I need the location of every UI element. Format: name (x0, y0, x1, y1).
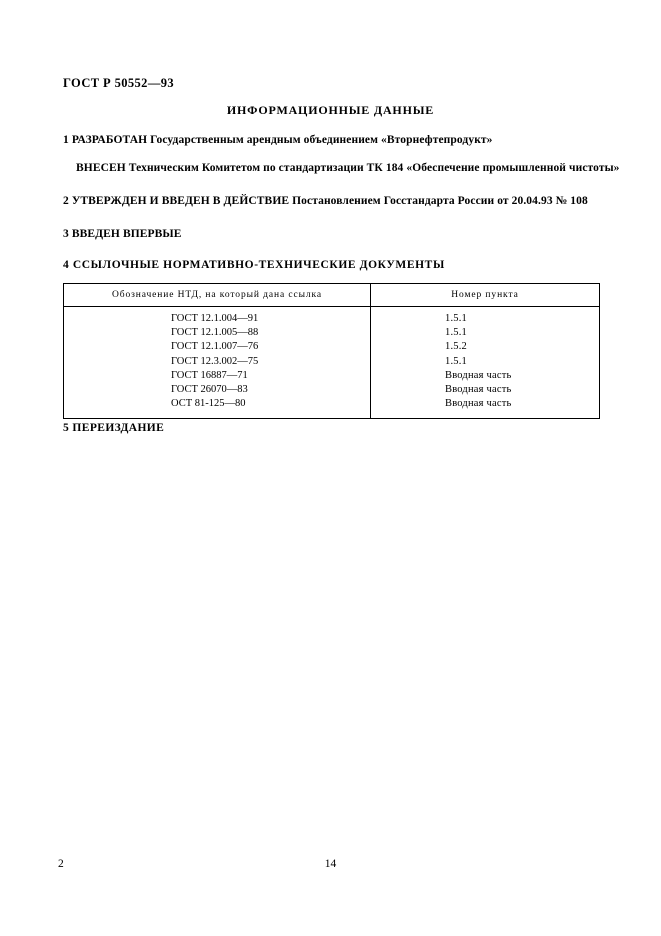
page-title: ИНФОРМАЦИОННЫЕ ДАННЫЕ (226, 103, 435, 117)
designation-value: ГОСТ 12.1.004—91 (171, 313, 259, 324)
clause-value: Вводная часть (445, 398, 512, 410)
designation-value: ГОСТ 26070—83 (171, 384, 248, 396)
clause-references: 4 ССЫЛОЧНЫЕ НОРМАТИВНО-ТЕХНИЧЕСКИЕ ДОКУМЕНТЫ (63, 259, 445, 271)
table-header-row (64, 284, 600, 307)
designation-value: ГОСТ 16887—71 (171, 369, 248, 381)
table-cell-designations (64, 307, 371, 419)
clause-value: 1.5.1 (445, 327, 467, 339)
table-cell-clauses (371, 307, 600, 419)
table-header-designation: Обозначение НТД, на который дана ссылка (64, 284, 371, 307)
designation-value: ГОСТ 12.1.007—76 (171, 341, 259, 353)
clause-approved: 2 УТВЕРЖДЕН И ВВЕДЕН В ДЕЙСТВИЕ Постановлением Госстандарта России от 20.04.93 № 108 (63, 195, 588, 207)
clause-value: 1.5.1 (445, 313, 467, 324)
sheet-number: 14 (324, 858, 337, 870)
table-header-clause: Номер пункта (371, 284, 600, 307)
clause-value: Вводная часть (445, 384, 512, 396)
reference-documents-table (63, 283, 600, 419)
clause-submitted: ВНЕСЕН Техническим Комитетом по стандартизации ТК 184 «Обеспечение промышленной чистоты» (76, 162, 620, 174)
standard-code: ГОСТ Р 50552—93 (63, 76, 175, 90)
designation-value: ГОСТ 12.1.005—88 (171, 327, 259, 339)
clause-value: 1.5.1 (445, 355, 467, 367)
table-row (64, 307, 600, 419)
clause-value: Вводная часть (445, 369, 512, 381)
clause-introduced: 3 ВВЕДЕН ВПЕРВЫЕ (63, 228, 182, 240)
designation-value: ГОСТ 12.3.002—75 (171, 355, 259, 367)
clause-value: 1.5.2 (445, 341, 467, 353)
clause-developed: 1 РАЗРАБОТАН Государственным арендным объединением «Вторнефтепродукт» (63, 134, 493, 146)
page-number: 2 (58, 858, 64, 870)
designation-value: ОСТ 81-125—80 (171, 398, 246, 410)
clause-reissue: 5 ПЕРЕИЗДАНИЕ (63, 422, 165, 434)
